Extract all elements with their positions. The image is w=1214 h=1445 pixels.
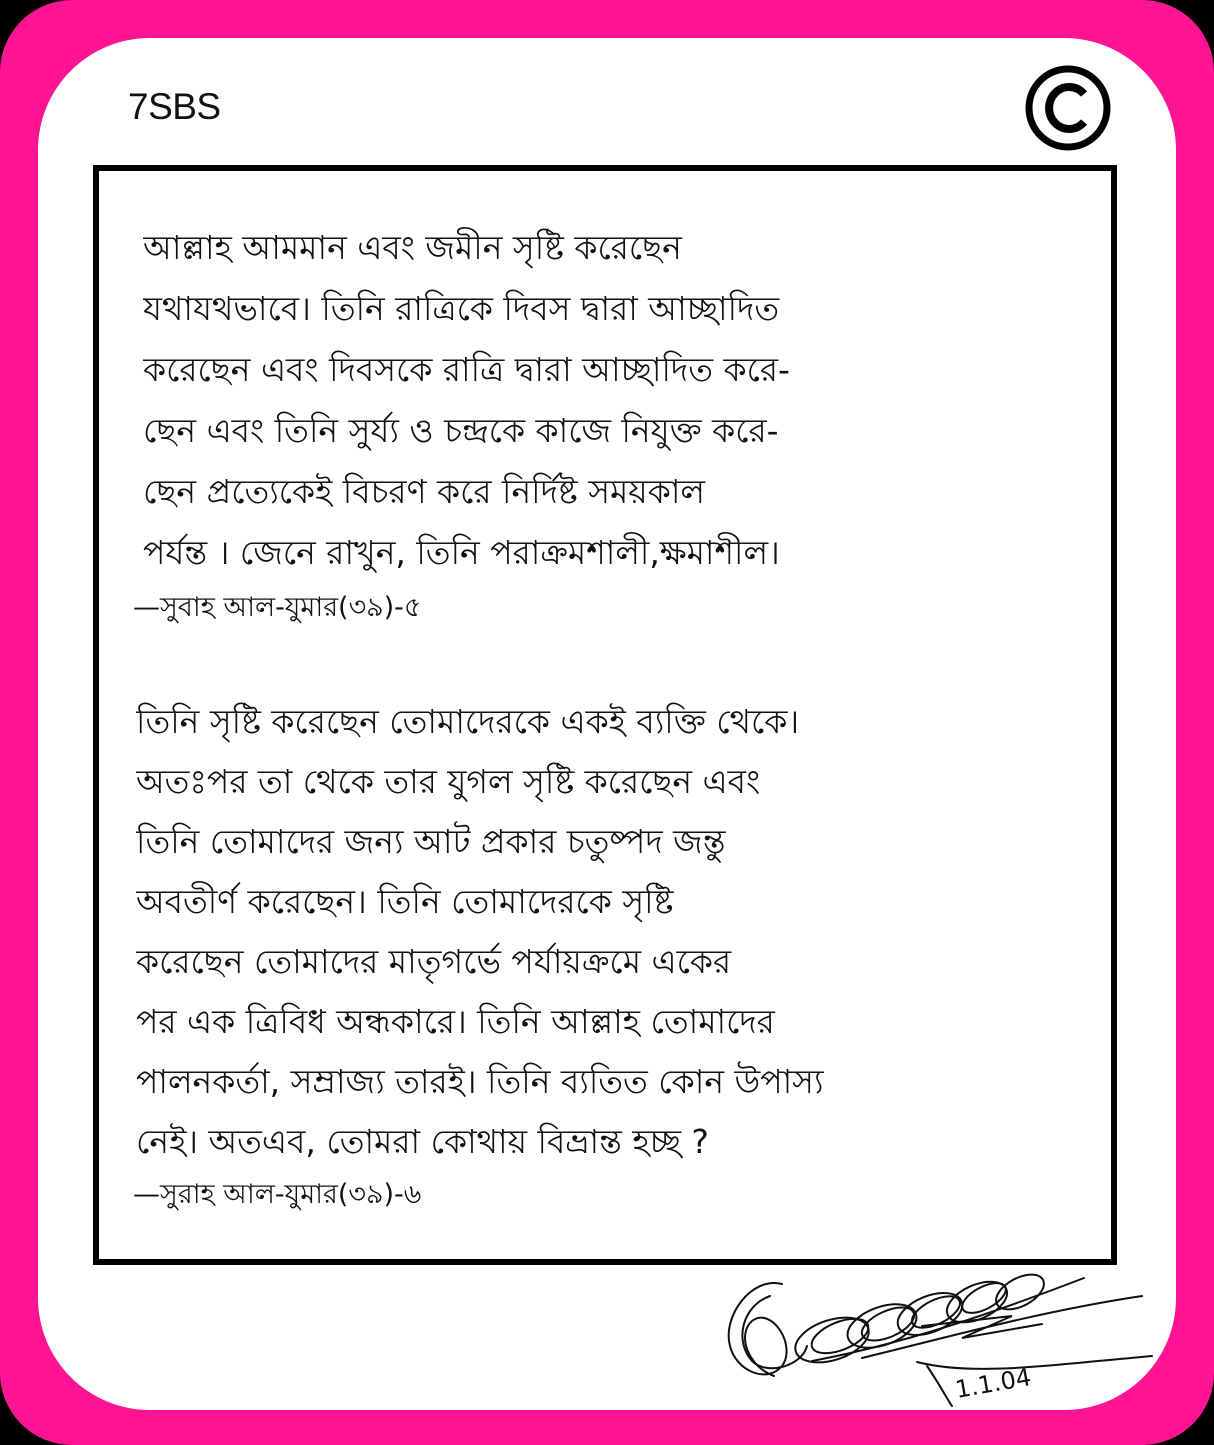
verse-line: অবতীর্ণ করেছেন। তিনি তোমাদেরকে সৃষ্টি xyxy=(136,882,674,921)
verse-line: ছেন এবং তিনি সুর্য্য ও চন্দ্রকে কাজে নিযুক্ত করে- xyxy=(143,411,779,450)
verse-line: তিনি সৃষ্টি করেছেন তোমাদেরকে একই ব্যক্তি থেকে। xyxy=(136,702,800,741)
verse-line: পর এক ত্রিবিধ অন্ধকারে। তিনি আল্লাহ তোমাদের xyxy=(136,1002,775,1041)
author-code: 7SBS xyxy=(128,86,221,127)
verse-line: পর্যন্ত । জেনে রাখুন, তিনি পরাক্রমশালী,ক্ষমাশীল। xyxy=(143,533,780,572)
copyright-icon xyxy=(1020,60,1116,156)
verse-line: আল্লাহ আমমান এবং জমীন সৃষ্টি করেছেন xyxy=(143,228,682,267)
verse-line: যথাযথভাবে। তিনি রাত্রিকে দিবস দ্বারা আচ্ছাদিত xyxy=(143,289,780,328)
verse-line: করেছেন তোমাদের মাতৃগর্ভে পর্যায়ক্রমে একের xyxy=(136,942,732,981)
verse-passage xyxy=(143,217,1111,583)
verse-line: পালনকর্তা, সম্রাজ্য তারই। তিনি ব্যতিত কোন উপাস্য xyxy=(136,1062,824,1101)
signature-date: 1.1.04 xyxy=(953,1363,1034,1404)
verse-line: অতঃপর তা থেকে তার যুগল সৃষ্টি করেছেন এবং xyxy=(136,762,761,801)
verse-line: নেই। অতএব, তোমরা কোথায় বিভ্রান্ত হচ্ছ ? xyxy=(136,1122,709,1161)
handwritten-signature xyxy=(712,1266,1162,1408)
verse-line: করেছেন এবং দিবসকে রাত্রি দ্বারা আচ্ছাদিত করে- xyxy=(143,350,790,389)
verse-passage xyxy=(136,692,1104,1172)
verse-line: তিনি তোমাদের জন্য আট প্রকার চতুষ্পদ জন্তু xyxy=(136,822,726,861)
verse-citation: —সুরাহ আল-যুমার(৩৯)-৬ xyxy=(133,1179,422,1210)
verse-citation: —সুবাহ আল-যুমার(৩৯)-৫ xyxy=(133,592,422,623)
verse-line: ছেন প্রত্যেকেই বিচরণ করে নির্দিষ্ট সময়কাল xyxy=(143,472,705,511)
